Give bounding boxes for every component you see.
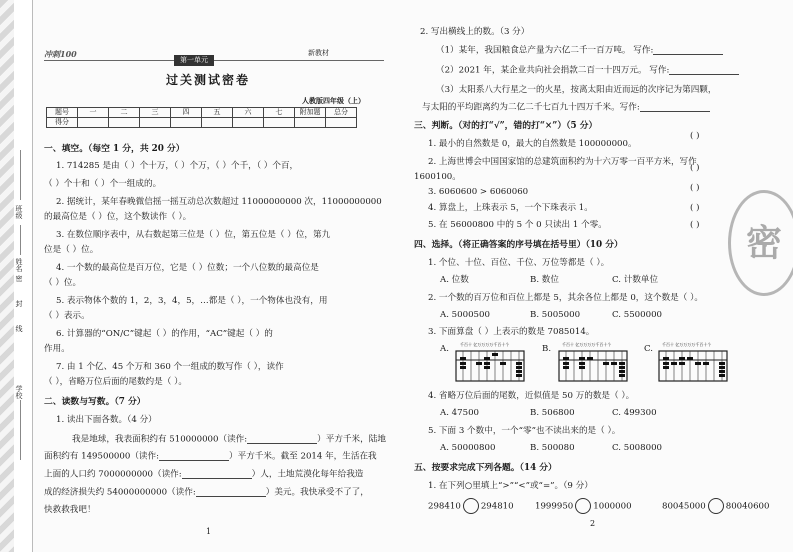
- choice-option[interactable]: B. 5005000: [530, 310, 581, 320]
- read-text: 面积约有 149500000（读作:: [44, 451, 159, 462]
- page-left: [36, 0, 392, 552]
- choice-option[interactable]: A. 5000500: [440, 310, 490, 320]
- score-head: 四: [171, 108, 202, 118]
- write-q2-3a: （3）太阳系八大行星之一的火星，按离太阳由近而远的次序记为第四颗，: [436, 85, 717, 95]
- new-tag: 新教材: [308, 49, 329, 57]
- section-task-title: 五、按要求完成下列各题。（14 分）: [414, 463, 557, 473]
- judge-5: 5. 在 56000800 中的 5 个 0 只读出 1 个零。: [428, 220, 607, 230]
- section-choice-title: 四、选择。（将正确答案的序号填在括号里）（10 分）: [414, 240, 623, 250]
- write-text: （1）某年，我国粮食总产量为六亿二千一百万吨。 写作:: [436, 45, 654, 56]
- q2-line2: 的最高位是（ ）位，这个数读作（ ）。: [44, 212, 192, 222]
- score-cell[interactable]: [140, 118, 171, 128]
- judge-answer[interactable]: ( ): [690, 131, 700, 141]
- q4-line1: 4. 一个数的最高位是百万位，它是（ ）位数；一个八位数的最高位是: [56, 263, 319, 273]
- judge-2a: 2. 上海世博会中国国家馆的总建筑面积约为十六万零一百平方米，写作: [428, 157, 697, 167]
- score-cell[interactable]: [326, 118, 357, 128]
- answer-blank[interactable]: [196, 488, 266, 497]
- answer-blank[interactable]: [669, 66, 739, 75]
- choice-option[interactable]: B. 500080: [530, 443, 575, 453]
- grade-label: 人教版四年级（上）: [302, 96, 365, 105]
- write-text: 与太阳的平均距离约为二亿二千七百九十四万千米。写作:: [422, 102, 640, 113]
- write-text: （2）2021 年，某企业共向社会捐款二百一十四万元。 写作:: [436, 65, 670, 76]
- read-text: 我是地球，我表面积约有 510000000（读作:: [72, 434, 248, 445]
- page-right: [400, 0, 790, 552]
- abacus-c-image: [658, 343, 728, 383]
- answer-blank[interactable]: [653, 46, 723, 55]
- score-table: [46, 107, 357, 128]
- compare-circle[interactable]: [708, 498, 724, 514]
- read-q1: 1. 读出下面各数。（4 分）: [56, 415, 157, 425]
- section-fill-title: 一、填空。（每空 1 分，共 20 分）: [44, 144, 185, 154]
- read-text-3: [44, 470, 363, 479]
- judge-answer[interactable]: ( ): [690, 163, 700, 173]
- read-text: ）平方千米，陆地: [317, 434, 386, 445]
- score-head: 二: [109, 108, 140, 118]
- score-head: 七: [264, 108, 295, 118]
- header-rule: [44, 60, 384, 61]
- seal2-label: 封: [15, 300, 23, 307]
- q1-line2: （ ）个十和（ ）个一组成的。: [44, 179, 162, 189]
- judge-3: 3. 6060600 > 6060060: [428, 187, 529, 197]
- write-q2: 2. 写出横线上的数。（3 分）: [420, 27, 530, 37]
- compare-right: 1000000: [593, 501, 632, 512]
- compare-circle[interactable]: [575, 498, 591, 514]
- abacus-a-image: [455, 343, 525, 383]
- compare-right: 294810: [480, 501, 514, 512]
- line-label: 线: [15, 325, 23, 332]
- choice-option[interactable]: B.: [542, 344, 552, 354]
- write-q2-1: [436, 46, 723, 55]
- judge-answer[interactable]: ( ): [690, 220, 700, 230]
- q7-line2: （ ），省略万位后面的尾数约是（ ）。: [44, 377, 187, 387]
- choice-4: 4. 省略万位后面的尾数，近似值是 50 万的数是（ ）。: [428, 391, 635, 401]
- q4-line2: （ ）位。: [44, 278, 82, 288]
- score-head: 总分: [326, 108, 357, 118]
- fill-line: [20, 150, 21, 200]
- choice-option[interactable]: A. 位数: [440, 275, 469, 285]
- name-label: 姓名: [15, 258, 23, 272]
- score-cell[interactable]: [264, 118, 295, 128]
- score-cell[interactable]: [171, 118, 202, 128]
- choice-option[interactable]: C. 5500000: [612, 310, 663, 320]
- read-text: 上面的人口约 7000000000（读作:: [44, 469, 182, 480]
- write-q2-2: [436, 66, 739, 75]
- q3-line1: 3. 在数位顺序表中，从右数起第三位是（ ）位，第五位是（ ）位，第九: [56, 230, 331, 240]
- abacus-place-labels: 千百十 亿万万万万千百十个: [662, 342, 712, 347]
- answer-blank[interactable]: [182, 470, 252, 479]
- abacus-place-labels: 千百十 亿万万万万千百十个: [562, 342, 612, 347]
- compare-item: [662, 498, 770, 514]
- brand-label: 冲刺100: [44, 49, 77, 59]
- score-cell[interactable]: [295, 118, 326, 128]
- read-text-2: [44, 452, 377, 461]
- page-title: 过关测试密卷: [166, 73, 251, 87]
- choice-option[interactable]: A. 50000800: [440, 443, 496, 453]
- judge-2b: 1600100。: [414, 172, 461, 182]
- score-head: 题号: [47, 108, 78, 118]
- score-cell[interactable]: [78, 118, 109, 128]
- compare-item: [428, 498, 514, 514]
- page-number: 2: [590, 519, 596, 528]
- choice-option[interactable]: B. 506800: [530, 408, 575, 418]
- compare-left: 80045000: [662, 501, 706, 512]
- compare-right: 80040600: [725, 501, 770, 512]
- q6-line2: 作用。: [44, 344, 70, 354]
- score-head: 一: [78, 108, 109, 118]
- answer-blank[interactable]: [247, 435, 317, 444]
- answer-blank[interactable]: [640, 103, 710, 112]
- choice-option[interactable]: B. 数位: [530, 275, 559, 285]
- score-head: 三: [140, 108, 171, 118]
- score-cell[interactable]: [233, 118, 264, 128]
- answer-blank[interactable]: [159, 452, 229, 461]
- judge-4: 4. 算盘上，上珠表示 5，一个下珠表示 1。: [428, 203, 593, 213]
- choice-5: 5. 下面 3 个数中，一个“零”也不读出来的是（ ）。: [428, 426, 621, 436]
- score-head: 附加题: [295, 108, 326, 118]
- section-read-title: 二、读数与写数。（7 分）: [44, 397, 146, 407]
- score-row-label: 得分: [47, 118, 78, 128]
- judge-answer[interactable]: ( ): [690, 203, 700, 213]
- fill-line: [20, 225, 21, 255]
- q3-line2: 位是（ ）位。: [44, 245, 99, 255]
- seal-stamp: 密: [728, 190, 793, 296]
- choice-option[interactable]: C. 计数单位: [612, 275, 659, 285]
- choice-option[interactable]: A. 47500: [440, 408, 480, 418]
- unit-badge: 第一单元: [174, 55, 214, 66]
- binding-margin: [0, 0, 33, 552]
- compare-circle[interactable]: [463, 498, 479, 514]
- choice-option[interactable]: A.: [440, 344, 449, 354]
- score-head: 五: [202, 108, 233, 118]
- read-text: ）美元。我快承受不了了，: [265, 487, 369, 498]
- task-1: 1. 在下列○里填上“>”“<”或“=”。（9 分）: [428, 481, 593, 491]
- q7-line1: 7. 由 1 个亿、45 个万和 360 个一组成的数写作（ ），读作: [56, 362, 284, 372]
- choice-option[interactable]: C. 5008000: [612, 443, 663, 453]
- judge-1: 1. 最小的自然数是 0，最大的自然数是 100000000。: [428, 139, 637, 149]
- write-q2-3b: [422, 103, 710, 112]
- section-judge-title: 三、判断。（对的打“√”，错的打“×”）（5 分）: [414, 121, 598, 131]
- q2-line1: 2. 据统计，某年春晚微信摇一摇互动总次数超过 11000000000 次，11000000000: [56, 197, 382, 207]
- read-text-4: [44, 488, 369, 497]
- fill-line: [20, 400, 21, 460]
- seal-label: 密: [15, 275, 23, 282]
- choice-2: 2. 一个数的百万位和百位上都是 5，其余各位上都是 0，这个数是（ ）。: [428, 293, 703, 303]
- binding-strip: [0, 0, 14, 552]
- q5-line2: （ ）表示。: [44, 311, 90, 321]
- read-text: ）平方千米。截至 2014 年，生活在我: [229, 451, 377, 462]
- choice-3: 3. 下面算盘（ ）上表示的数是 7085014。: [428, 327, 595, 337]
- choice-1: 1. 个位、十位、百位、千位、万位等都是（ ）。: [428, 258, 610, 268]
- q1-line1: 1. 714285 是由（ ）个十万，（ ）个万，（ ）个千，（ ）个百，: [56, 161, 299, 171]
- score-cell[interactable]: [202, 118, 233, 128]
- read-text: ）人，土地荒漠化每年给我造: [251, 469, 364, 480]
- read-text: 成的经济损失约 54000000000（读作:: [44, 487, 196, 498]
- score-cell[interactable]: [109, 118, 140, 128]
- choice-option[interactable]: C. 499300: [612, 408, 657, 418]
- school-label: 学校: [15, 385, 23, 399]
- score-head: 六: [233, 108, 264, 118]
- compare-item: [535, 498, 632, 514]
- abacus-b-image: [558, 343, 628, 383]
- q6-line1: 6. 计算器的“ON/C”键起（ ）的作用，“AC”键起（ ）的: [56, 329, 273, 339]
- page-number: 1: [206, 527, 212, 536]
- abacus-place-labels: 千百十 亿万万万万千百十个: [460, 342, 510, 347]
- compare-left: 298410: [428, 501, 461, 512]
- compare-left: 1999950: [535, 501, 574, 512]
- q5-line1: 5. 表示物体个数的 1，2，3，4，5，…都是（ ），一个物体也没有，用: [56, 296, 328, 306]
- class-label: 班级: [15, 205, 23, 219]
- read-text-5: 快救救我吧！: [44, 505, 96, 515]
- read-text-1: [72, 435, 386, 444]
- choice-option[interactable]: C.: [644, 344, 654, 354]
- judge-answer[interactable]: ( ): [690, 183, 700, 193]
